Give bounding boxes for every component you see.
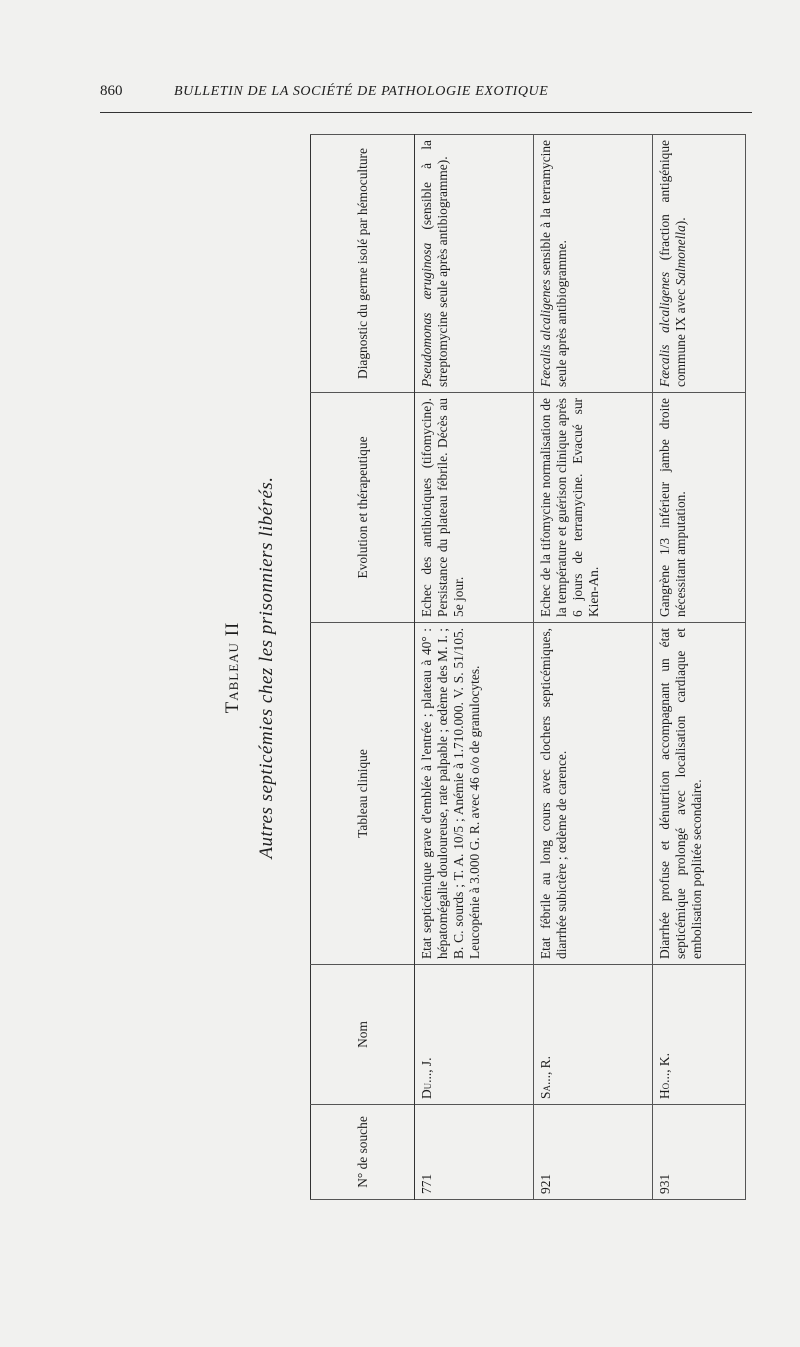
table-row — [653, 135, 746, 1200]
table-header-row — [311, 135, 415, 1200]
cell-diagnostic — [534, 135, 653, 393]
running-title: BULLETIN DE LA SOCIÉTÉ DE PATHOLOGIE EXOTIQUE — [174, 84, 549, 99]
table-row — [415, 135, 534, 1200]
table-caption — [210, 135, 310, 1200]
germe-end: ). — [673, 217, 689, 226]
header-diagnostic: Diagnostic du germe isolé par hémoculture — [311, 135, 415, 393]
cell-diagnostic — [415, 135, 534, 393]
germe-note: (sensible à la streptomycine seule après antibiogramme). — [419, 140, 450, 387]
germe-note: sensible à la terramycine seule après antibiogramme. — [538, 139, 570, 387]
cell-clinique: Etat septicémique grave d'emblée à l'entrée ; plateau à 40° : hépatomégalie douloureuse, rate palpable ; œdème des M. I. ; B. C. sourds ; T. A. 10/5 ; Anémie à 1.710.000. V. S. 51/105. Leucopénie à 3.000 G. R. avec 46 o/o de granulocytes. — [415, 623, 534, 965]
cell-diagnostic — [653, 135, 746, 393]
table-row — [534, 135, 653, 1200]
germe-name: Pseudomonas æruginosa — [419, 242, 434, 387]
cell-evolution: Echec des antibiotiques (tifomycine). Persistance du plateau fébrile. Décès au 5e jour. — [415, 393, 534, 623]
cell-evolution: Echec de la tifomycine normalisation de la température et guérison clinique après 6 jours de terramycine. Evacué sur Kien-An. — [534, 393, 653, 623]
cell-clinique: Etat fébrile au long cours avec clochers septicémiques, diarrhée subictère ; œdème de carence. — [534, 623, 653, 965]
header-rule — [100, 112, 752, 113]
septicemia-table — [310, 134, 746, 1200]
germe-note: (fraction antigénique commune IX avec — [657, 139, 689, 387]
header-souche: N° de souche — [311, 1105, 415, 1200]
cell-souche: 921 — [534, 1105, 653, 1200]
cell-nom: Ho..., K. — [653, 965, 746, 1105]
page-header — [100, 83, 750, 107]
cell-clinique: Diarrhée profuse et dénutrition accompagnant un état septicémique prolongé avec localisation cardiaque et embolisation poplitée secondaire. — [653, 623, 746, 965]
table-title: Tableau II — [222, 621, 243, 714]
table-subtitle: Autres septicémies chez les prisonniers libérés. — [256, 476, 277, 859]
cell-evolution: Gangrène 1/3 inférieur jambe droite nécessitant amputation. — [653, 393, 746, 623]
cell-souche: 931 — [653, 1105, 746, 1200]
rotated-table-block — [210, 135, 748, 1200]
germe-name: Fæcalis alcaligenes — [657, 271, 673, 387]
cell-souche: 771 — [415, 1105, 534, 1200]
cell-nom: Sa..., R. — [534, 965, 653, 1105]
germe-name: Fæcalis alcaligenes — [538, 279, 554, 387]
header-evolution: Evolution et thérapeutique — [311, 393, 415, 623]
cell-nom: Du..., J. — [415, 965, 534, 1105]
header-nom: Nom — [311, 965, 415, 1105]
page-number: 860 — [100, 83, 123, 99]
germe-name-2: Salmonella — [673, 225, 689, 286]
header-clinique: Tableau clinique — [311, 623, 415, 965]
